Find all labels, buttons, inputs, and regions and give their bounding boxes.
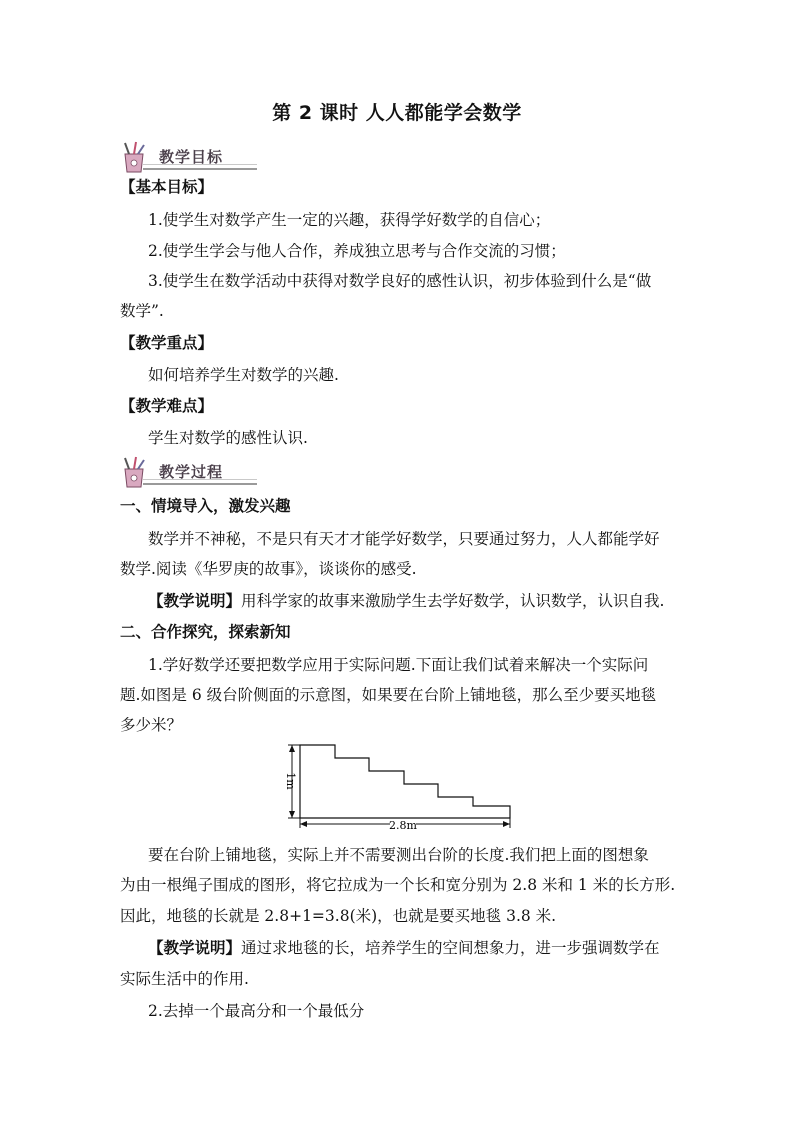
- section1-text: 数学并不神秘，不是只有天才才能学好数学，只要通过努力，人人都能学好: [148, 530, 660, 548]
- process-banner-label: 教学过程: [159, 463, 224, 481]
- note-label: 【教学说明】: [148, 592, 242, 610]
- objectives-banner: [117, 140, 257, 176]
- section2-note-cont: 实际生活中的作用.: [120, 970, 249, 988]
- note-text: 通过求地毯的长，培养学生的空间想象力，进一步强调数学在: [241, 939, 660, 957]
- answer1-text: 为由一根绳子围成的图形，将它拉成为一个长和宽分别为 2.8 米和 1 米的长方形.: [120, 876, 676, 894]
- question1-text: 题.如图是 6 级台阶侧面的示意图，如果要在台阶上铺地毯，那么至少要买地毯: [120, 686, 657, 704]
- page-title: 第 2 课时 人人都能学会数学: [272, 102, 522, 124]
- difficulty-heading: 【教学难点】: [120, 397, 214, 415]
- section2-heading: 二、合作探究，探索新知: [120, 623, 291, 641]
- section2-note: [148, 939, 660, 957]
- question1-text: 多少米？: [120, 716, 183, 734]
- objective-item: 1.使学生对数学产生一定的兴趣，获得学好数学的自信心；: [148, 211, 551, 229]
- difficulty-text: 学生对数学的感性认识.: [148, 429, 308, 447]
- note-label: 【教学说明】: [148, 939, 242, 957]
- width-label: 2.8m: [389, 819, 417, 832]
- process-banner: [117, 455, 257, 491]
- height-label: 1m: [284, 772, 297, 790]
- question1-text: 1.学好数学还要把数学应用于实际问题.下面让我们试着来解决一个实际问: [148, 656, 649, 674]
- objective-item: 2.使学生学会与他人合作，养成独立思考与合作交流的习惯；: [148, 242, 566, 260]
- section1-text: 数学.阅读《华罗庚的故事》，谈谈你的感受.: [120, 560, 417, 578]
- staircase-figure: [280, 740, 520, 832]
- basic-objectives-heading: 【基本目标】: [120, 178, 214, 196]
- objective-item: 数学”.: [120, 302, 164, 320]
- note-text: 用科学家的故事来激励学生去学好数学，认识数学，认识自我.: [241, 592, 665, 610]
- staircase-outline: [300, 745, 510, 818]
- section1-note: [148, 592, 664, 610]
- objective-item: 3.使学生在数学活动中获得对数学良好的感性认识，初步体验到什么是“做: [148, 272, 652, 290]
- answer1-text: 因此，地毯的长就是 2.8+1=3.8(米)，也就是要买地毯 3.8 米.: [120, 907, 557, 925]
- focus-heading: 【教学重点】: [120, 334, 214, 352]
- question2-text: 2.去掉一个最高分和一个最低分: [148, 1002, 365, 1020]
- focus-text: 如何培养学生对数学的兴趣.: [148, 366, 339, 384]
- section1-heading: 一、情境导入，激发兴趣: [120, 497, 291, 515]
- answer1-text: 要在台阶上铺地毯，实际上并不需要测出台阶的长度.我们把上面的图想象: [148, 846, 649, 864]
- staircase-diagram: [280, 740, 520, 832]
- objectives-banner-label: 教学目标: [159, 148, 224, 166]
